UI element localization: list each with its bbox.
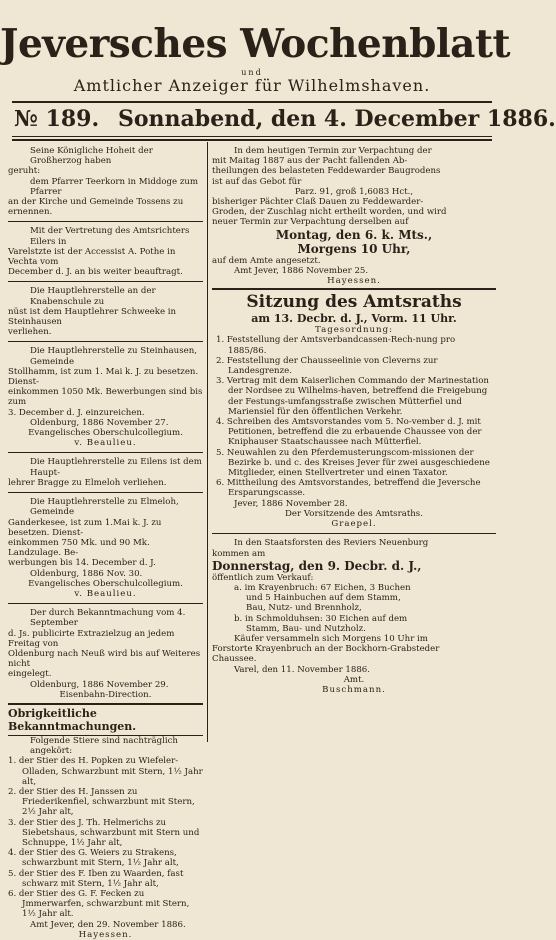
list-item: 5. der Stier des F. Iben zu Waarden, fast schwarz mit Stern, 1½ Jahr alt,: [8, 868, 184, 889]
top-rule: [12, 101, 492, 103]
text-line: Der durch Bekanntmachung vom 4. September: [30, 608, 186, 629]
rule-thick: [12, 139, 492, 141]
agenda-item: 4. Schreiben des Amtsvorstandes vom 5. No-vember d. J. mit Petitionen, betreffend die zu erbauende Chaussee von der Kniphauser Staatschaussee nach Mütterfiel.: [216, 417, 482, 448]
list-item: 2. der Stier des H. Janssen zu Friederikenfiel, schwarzbunt mit Stern, 2½ Jahr alt,: [8, 786, 195, 818]
text-line: Forstorte Krayenbruch an der Bockhorn-Grabsteder: [212, 644, 440, 655]
signature: Eisenbahn-Direction.: [59, 689, 152, 700]
text-line: dem Pfarrer Teerkorn in Middoge zum Pfarrer: [30, 176, 199, 197]
right-column: [212, 146, 496, 695]
text-line: einkommen 1050 Mk. Bewerbungen sind bis zum: [8, 387, 203, 408]
text-line: neuer Termin zur Verpachtung derselben auf: [212, 217, 409, 228]
agenda-heading: Tagesordnung:: [315, 325, 393, 336]
separator: [8, 281, 203, 282]
issue-line: [14, 104, 556, 134]
agenda-item: 3. Vertrag mit dem Kaiserlichen Commando der Marinestation der Nordsee zu Wilhelms-haven, betreffend die Freigebung der Festungs-umfangsstraße zwischen Mütterfiel und Mariensiel für den öffentlichen Verkehr.: [216, 376, 489, 417]
text-line: werbungen bis 14. December d. J.: [8, 558, 156, 569]
text-line: Chaussee.: [212, 654, 257, 665]
text-line: Oldenburg, 1886 November 29.: [30, 679, 169, 690]
agenda-item: 6. Mittheilung des Amtsvorstandes, betreffend die Jeversche Ersparungscasse.: [216, 478, 481, 499]
separator: [8, 341, 203, 342]
column-divider: [207, 142, 208, 742]
separator: [8, 452, 203, 453]
text-line: Ganderkesee, ist zum 1.Mai k. J. zu besetzen. Dienst-: [8, 517, 162, 538]
text-line: Varelstzte ist der Accessist A. Pothe in Vechta vom: [8, 246, 176, 268]
masthead-und: und: [241, 68, 263, 77]
signature: Graepel.: [331, 519, 377, 530]
left-column: [8, 146, 203, 940]
sitzung-subtitle: am 13. Decbr. d. J., Vorm. 11 Uhr.: [251, 312, 457, 326]
separator: [212, 533, 496, 534]
text-line: kommen am: [212, 548, 266, 559]
text-line: a. im Krayenbruch: 67 Eichen, 3 Buchen: [234, 582, 411, 593]
text-line: lehrer Bragge zu Elmeloh verliehen.: [8, 477, 167, 488]
text-line: Mit der Vertretung des Amtsrichters Eilers in: [30, 226, 190, 247]
text-line: ist auf das Gebot für: [212, 176, 302, 187]
list-item: 6. der Stier des G. F. Fecken zu Jmmerwarfen, schwarzbunt mit Stern, 1½ Jahr alt.: [8, 889, 190, 920]
text-line: Die Hauptlehrerstelle zu Eilens ist dem Haupt-: [30, 457, 202, 478]
text-line: Stamm, Bau- und Nutzholz.: [246, 623, 366, 634]
masthead-subtitle: Amtlicher Anzeiger für Wilhelmshaven.: [73, 76, 431, 95]
text-line: und 5 Hainbuchen auf dem Stamm,: [246, 593, 401, 604]
list-item: 4. der Stier des G. Weiers zu Strakens, schwarzbunt mit Stern, 1½ Jahr alt,: [8, 848, 179, 869]
masthead-title: Jeversches Wochenblatt: [0, 21, 510, 67]
text-line: eingelegt.: [8, 669, 52, 680]
text-line: mit Maitag 1887 aus der Pacht fallenden Ab-: [212, 156, 408, 167]
signature: Amt.: [343, 674, 365, 685]
termin-heading: Montag, den 6. k. Mts.,: [275, 227, 433, 242]
signature: Buschmann.: [322, 684, 386, 695]
text-line: Oldenburg nach Neuß wird bis auf Weiteres nicht: [8, 648, 201, 670]
rule-thin: [12, 136, 492, 137]
text-line: an der Kirche und Gemeinde Tossens zu ernennen.: [8, 197, 184, 218]
text-line: 3. December d. J. einzureichen.: [8, 407, 145, 418]
issue-number: № 189.: [14, 106, 100, 132]
text-line: d. Js. publicirte Extrazielzug an jedem Freitag von: [8, 628, 175, 649]
text-line: Varel, den 11. November 1886.: [234, 664, 371, 675]
text-line: verliehen.: [8, 327, 52, 338]
text-line: Stollhamm, ist zum 1. Mai k. J. zu besetzen. Dienst-: [8, 366, 199, 388]
agenda-item: 2. Feststellung der Chausseelinie von Cleverns zur Landesgrenze.: [216, 355, 438, 377]
text-line: b. in Schmolduhsen: 30 Eichen auf dem: [234, 613, 408, 624]
issue-date: Sonnabend, den 4. December 1886.: [118, 106, 556, 132]
text-line: In den Staatsforsten des Reviers Neuenburg: [234, 538, 429, 549]
text-line: Bau, Nutz- und Brennholz,: [246, 603, 362, 614]
sitzung-title: Sitzung des Amtsraths: [212, 288, 496, 312]
text-line: In dem heutigen Termin zur Verpachtung der: [234, 146, 432, 156]
text-line: Die Hauptlehrerstelle an der Knabenschule zu: [30, 286, 156, 307]
text-line: Evangelisches Oberschulcollegium.: [28, 428, 183, 439]
text-line: nüst ist dem Hauptlehrer Schweeke in Steinhausen: [8, 306, 177, 328]
text-line: Groden, der Zuschlag nicht ertheilt worden, und wird: [212, 207, 447, 218]
text-line: Die Hauptlehrerstelle zu Elmeloh, Gemeinde: [30, 497, 179, 518]
signature: v. Beaulieu.: [74, 438, 137, 449]
text-line: Oldenburg, 1886 Nov. 30.: [30, 568, 143, 579]
separator: [8, 603, 203, 604]
text-line: December d. J. an bis weiter beauftragt.: [8, 267, 183, 278]
text-line: auf dem Amte angesetzt.: [212, 255, 321, 266]
text-line: Parz. 91, groß 1,6083 Hct.,: [294, 186, 414, 197]
text-line: geruht:: [8, 166, 41, 177]
list-item: 1. der Stier des H. Popken zu Wiefeler-Olladen, Schwarzbunt mit Stern, 1½ Jahr alt,: [8, 756, 203, 787]
text-line: Seine Königliche Hoheit der Großherzog haben: [30, 146, 153, 167]
text-line: öffentlich zum Verkauf:: [212, 572, 314, 583]
text-line: Amt Jever, den 29. November 1886.: [30, 919, 186, 930]
agenda-item: 5. Neuwahlen zu den Pferdemusterungscom-missionen der Bezirke b. und c. des Kreises Jever für zwei ausgeschiedene Mitglieder, einen Stellvertreter und einen Taxator.: [216, 447, 490, 479]
text-line: Käufer versammeln sich Morgens 10 Uhr im: [234, 633, 428, 644]
agenda-item: 1. Feststellung der Amtsverbandcassen-Rech-nung pro 1885/86.: [216, 335, 456, 356]
text-line: Die Hauptlehrerstelle zu Steinhausen, Gemeinde: [30, 346, 197, 367]
holz-termin: Donnerstag, den 9. Decbr. d. J.,: [212, 558, 422, 573]
separator: [8, 492, 203, 493]
text-line: Folgende Stiere sind nachträglich angekört:: [30, 735, 178, 757]
text-line: bisheriger Pächter Claß Dauen zu Feddewarder-: [212, 197, 424, 208]
text-line: Amt Jever, 1886 November 25.: [234, 265, 369, 276]
text-line: Evangelisches Oberschulcollegium.: [28, 578, 183, 589]
text-line: Jever, 1886 November 28.: [234, 498, 348, 509]
text-line: einkommen 750 Mk. und 90 Mk. Landzulage. Be-: [8, 537, 150, 559]
text-line: Oldenburg, 1886 November 27.: [30, 417, 169, 428]
signature: Der Vorsitzende des Amtsraths.: [285, 508, 423, 519]
signature: v. Beaulieu.: [74, 588, 137, 599]
text-line: theilungen des belasteten Feddewarder Baugrodens: [212, 166, 441, 177]
section-heading: Obrigkeitliche Bekanntmachungen.: [8, 703, 203, 736]
signature: Hayessen.: [78, 929, 133, 940]
list-item: 3. der Stier des J. Th. Helmerichs zu Siebetshaus, schwarzbunt mit Stern und Schnuppe, 1½ Jahr alt,: [8, 817, 200, 848]
signature: Hayessen.: [327, 276, 381, 287]
separator: [8, 221, 203, 222]
termin-heading: Morgens 10 Uhr,: [297, 241, 411, 256]
